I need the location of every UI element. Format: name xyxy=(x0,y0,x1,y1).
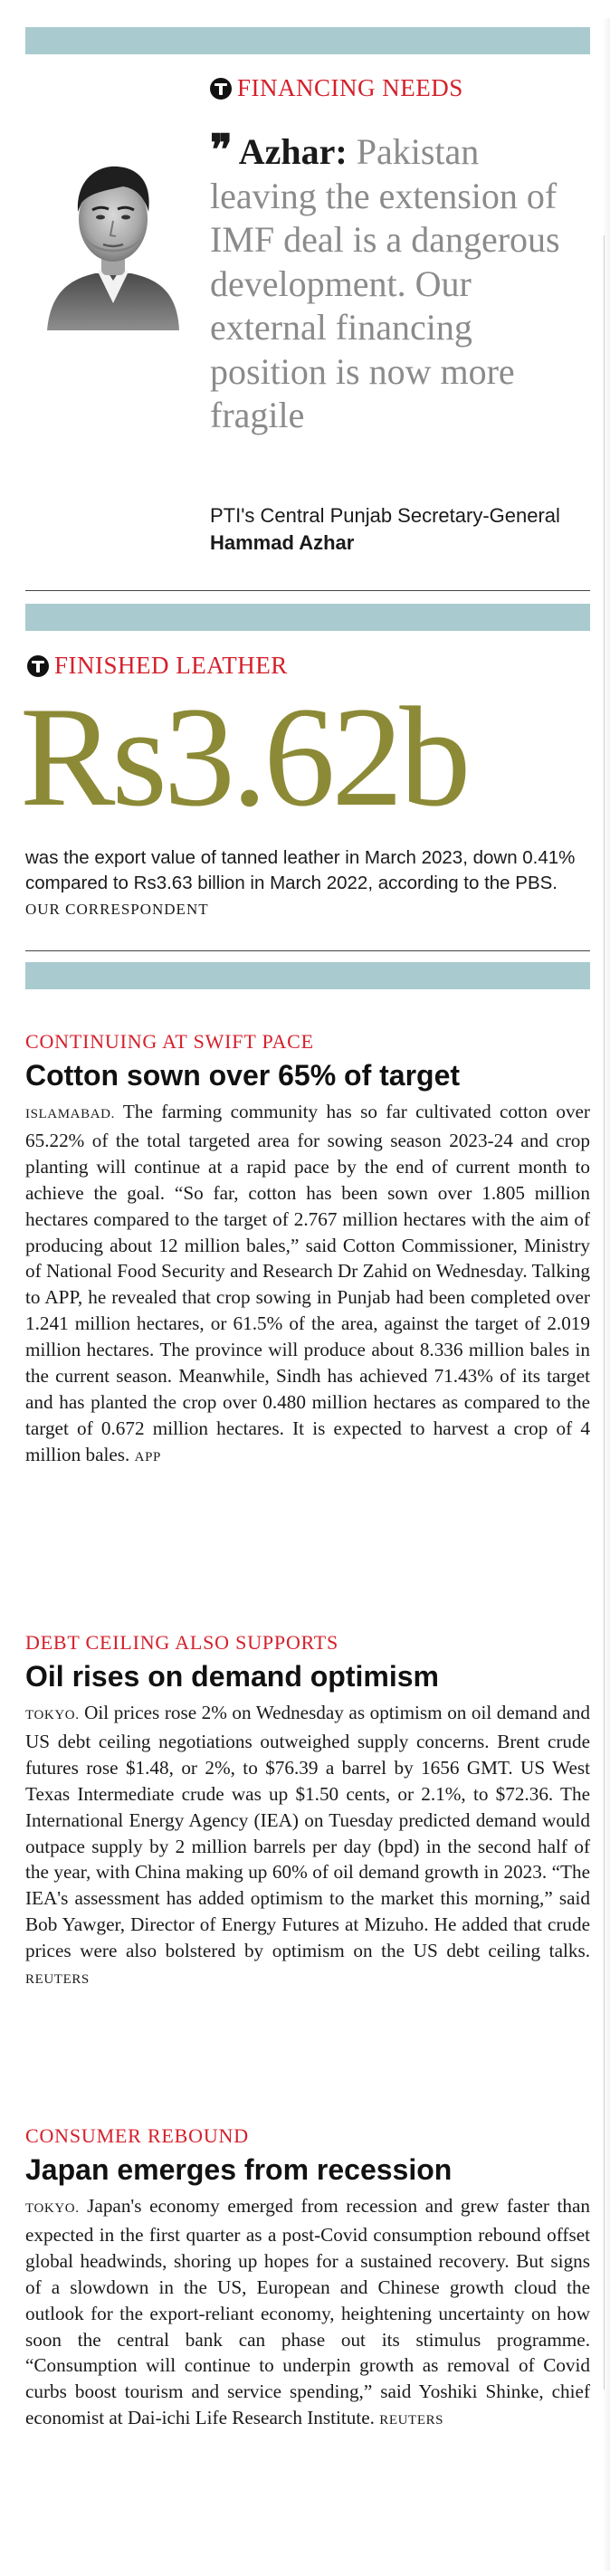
section-bar-middle xyxy=(25,604,590,631)
article-agency: REUTERS xyxy=(379,2413,444,2428)
quote-attribution xyxy=(210,502,590,557)
financing-kicker-row xyxy=(210,74,463,102)
article-text: Oil prices rose 2% on Wednesday as optimism on oil demand and US debt ceiling negotiations outweighed supply concerns. Brent crude futures rose $1.48, or 2%, to $76.39 a barrel by 1656 GMT. US West Texas Intermediate crude was up $1.50 cents, or 2.1%, to $72.36. The International Energy Agency (IEA) on Tuesday predicted demand would outpace supply by 2 million barrels per day (bpd) in the second half of the year, with China making up 60% of oil demand growth in 2023. “The IEA's assessment has added optimism to the market this morning,” said Bob Yawger, Director of Energy Futures at Mizuho. He added that crude prices were also bolstered by optimism on the US debt ceiling talks. xyxy=(25,1702,590,1962)
article-dateline: ISLAMABAD. xyxy=(25,1107,115,1121)
article-kicker: CONSUMER REBOUND xyxy=(25,2124,249,2147)
article-headline: Oil rises on demand optimism xyxy=(25,1660,439,1693)
figure-caption xyxy=(25,845,590,922)
article-oil xyxy=(25,1629,590,1993)
portrait-hammad-azhar xyxy=(45,145,181,330)
pull-quote xyxy=(210,129,590,438)
quote-speaker: Azhar: xyxy=(238,131,348,172)
newspaper-logo-icon xyxy=(27,655,49,677)
article-body xyxy=(25,1099,590,1471)
article-kicker: CONTINUING AT SWIFT PACE xyxy=(25,1030,314,1053)
article-japan xyxy=(25,2123,590,2434)
article-kicker: DEBT CEILING ALSO SUPPORTS xyxy=(25,1631,339,1654)
leather-kicker: FINISHED LEATHER xyxy=(54,652,288,679)
leather-kicker-row xyxy=(27,652,288,680)
section-divider xyxy=(25,950,590,951)
article-dateline: TOKYO. xyxy=(25,1708,80,1722)
quote-text: Pakistan leaving the extension of IMF deal is a dangerous development. Our external financing position is now more fragile xyxy=(210,131,560,435)
article-text: Japan's economy emerged from recession and grew faster than expected in the first quarter as a post-Covid consumption rebound offset global headwinds, shoring up hopes for a sustained recovery. But signs of a slowdown in the US, European and Chinese growth cloud the outlook for the export-reliant economy, heightening uncertainty on how soon the central bank can phase out its stimulus programme. “Consumption will continue to underpin growth as removal of Covid curbs boost tourism and service spending,” said Yoshiki Shinke, chief economist at Dai-ichi Life Research Institute. xyxy=(25,2195,590,2429)
section-divider xyxy=(25,590,590,591)
attribution-title: PTI's Central Punjab Secretary-General xyxy=(210,504,560,527)
article-body xyxy=(25,1700,590,1993)
figure-caption-text: was the export value of tanned leather in March 2023, down 0.41% compared to Rs3.63 billion in March 2022, according to the PBS. xyxy=(25,847,576,893)
article-cotton xyxy=(25,1028,590,1471)
section-bar-top xyxy=(25,27,590,54)
article-dateline: TOKYO. xyxy=(25,2201,80,2216)
financing-kicker: FINANCING NEEDS xyxy=(237,74,463,101)
article-agency: REUTERS xyxy=(25,1972,90,1988)
big-figure: Rs3.62b xyxy=(20,678,468,836)
article-body xyxy=(25,2193,590,2434)
section-bar-bottom xyxy=(25,962,590,989)
gutter-line xyxy=(604,235,605,2390)
figure-credit: OUR CORRESPONDENT xyxy=(25,901,209,918)
attribution-name: Hammad Azhar xyxy=(210,531,355,554)
article-agency: APP xyxy=(134,1449,161,1465)
article-headline: Japan emerges from recession xyxy=(25,2153,453,2186)
article-text: The farming community has so far cultivated cotton over 65.22% of the total targeted area for sowing season 2023-24 and crop planting will continue at a rapid pace by the end of current month to achieve the goal. “So far, cotton has been sown over 1.805 million hectares compared to the target of 2.767 million hectares with the aim of producing about 12 million bales,” said Cotton Commissioner, Ministry of National Food Security and Research Dr Zahid on Wednesday. Talking to APP, he revealed that crop sowing in Punjab had been completed over 1.241 million hectares, or 61.5% of the area, against the target of 2.019 million hectares. The province will produce about 8.336 million bales in the current season. Meanwhile, Sindh has achieved 71.43% of its target and has planted the crop over 0.480 million hectares as compared to the target of 0.672 million hectares. It is expected to harvest a crop of 4 million bales. xyxy=(25,1101,590,1465)
quote-mark-icon: ❞ xyxy=(210,127,230,173)
article-headline: Cotton sown over 65% of target xyxy=(25,1059,461,1092)
newspaper-logo-icon xyxy=(210,78,232,100)
